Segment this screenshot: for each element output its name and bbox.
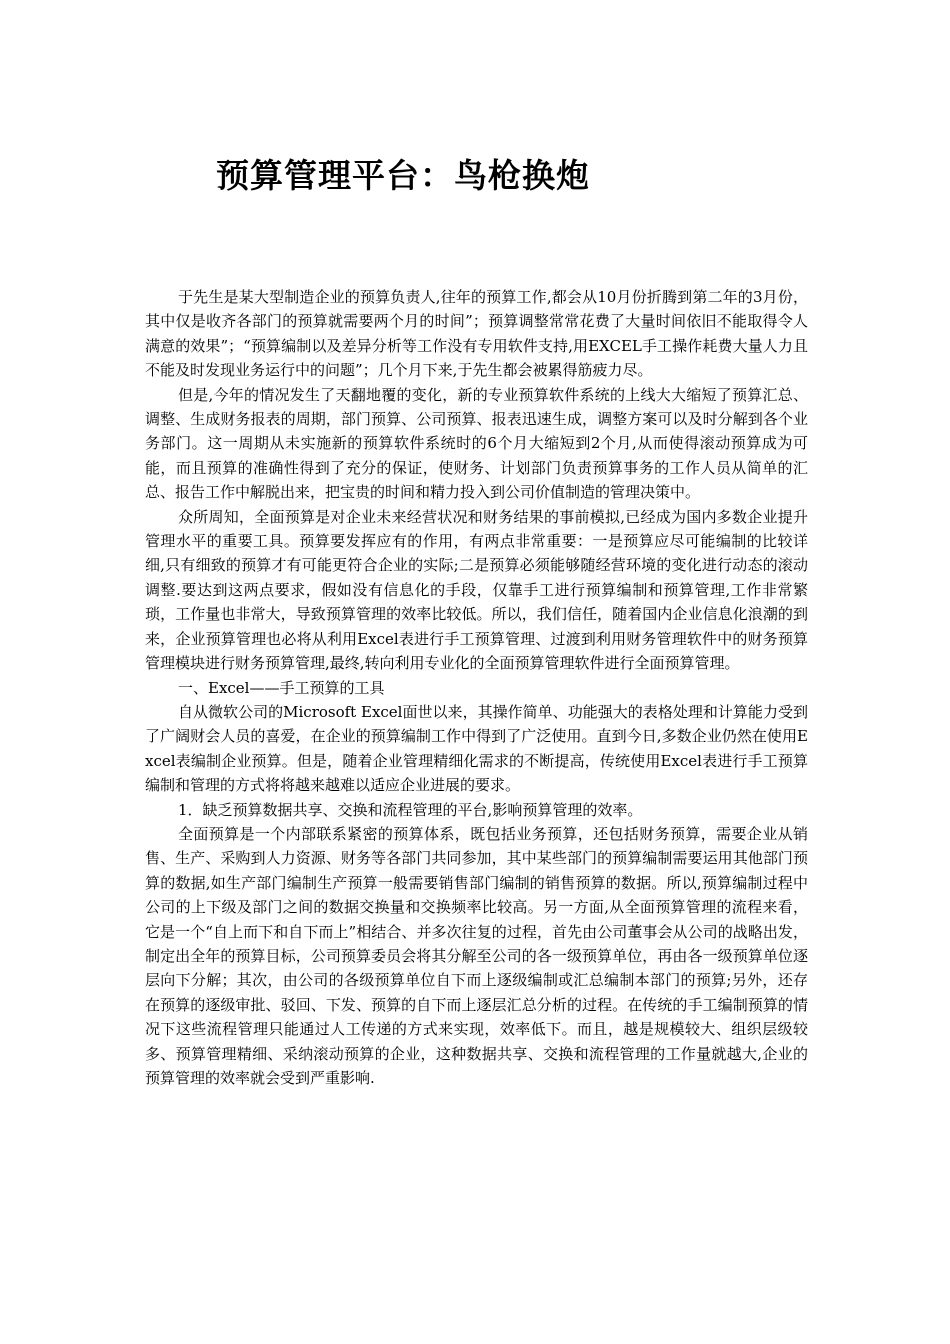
document-title: 预算管理平台：鸟枪换炮 — [216, 156, 590, 195]
paragraph-4: 自从微软公司的Microsoft Excel面世以来，其操作简单、功能强大的表格处理和计算能力受到了广阔财会人员的喜爱，在企业的预算编制工作中得到了广泛使用。直到今日,多数企业仍然在使用Excel表编制企业预算。但是，随着企业管理精细化需求的不断提高，传统使用Excel表进行手工预算编制和管理的方式将将越来越难以适应企业进展的要求。 — [145, 702, 808, 795]
subheading-1: 1．缺乏预算数据共享、交换和流程管理的平台,影响预算管理的效率。 — [178, 800, 643, 819]
paragraph-2: 但是,今年的情况发生了天翻地覆的变化，新的专业预算软件系统的上线大大缩短了预算汇总、调整、生成财务报表的周期，部门预算、公司预算、报表迅速生成，调整方案可以及时分解到各个业务部门。这一周期从未实施新的预算软件系统时的6个月大缩短到2个月,从而使得滚动预算成为可能，而且预算的准确性得到了充分的保证，使财务、计划部门负责预算事务的工作人员从简单的汇总、报告工作中解脱出来，把宝贵的时间和精力投入到公司价值制造的管理决策中。 — [145, 385, 808, 502]
section-heading-excel: 一、Excel——手工预算的工具 — [178, 678, 385, 697]
article-body — [145, 285, 808, 1090]
paragraph-3: 众所周知，全面预算是对企业未来经营状况和财务结果的事前模拟,已经成为国内多数企业提升管理水平的重要工具。预算要发挥应有的作用，有两点非常重要：一是预算应尽可能编制的比较详细,只有细致的预算才有可能更符合企业的实际;二是预算必须能够随经营环境的变化进行动态的滚动调整.要达到这两点要求，假如没有信息化的手段，仅靠手工进行预算编制和预算管理,工作非常繁琐，工作量也非常大，导致预算管理的效率比较低。所以，我们信任，随着国内企业信息化浪潮的到来，企业预算管理也必将从利用Excel表进行手工预算管理、过渡到利用财务管理软件中的财务预算管理模块进行财务预算管理,最终,转向利用专业化的全面预算管理软件进行全面预算管理。 — [145, 507, 808, 673]
paragraph-1: 于先生是某大型制造企业的预算负责人,往年的预算工作,都会从10月份折腾到第二年的3月份，其中仅是收齐各部门的预算就需要两个月的时间”；预算调整常常花费了大量时间依旧不能取得令人满意的效果”；“预算编制以及差异分析等工作没有专用软件支持,用EXCEL手工操作耗费大量人力且不能及时发现业务运行中的问题”；几个月下来,于先生都会被累得筋疲力尽。 — [145, 288, 808, 380]
paragraph-5: 全面预算是一个内部联系紧密的预算体系，既包括业务预算，还包括财务预算，需要企业从销售、生产、采购到人力资源、财务等各部门共同参加，其中某些部门的预算编制需要运用其他部门预算的数据,如生产部门编制生产预算一般需要销售部门编制的销售预算的数据。所以,预算编制过程中公司的上下级及部门之间的数据交换量和交换频率比较高。另一方面,从全面预算管理的流程来看，它是一个“自上而下和自下而上”相结合、并多次往复的过程，首先由公司董事会从公司的战略出发，制定出全年的预算目标，公司预算委员会将其分解至公司的各一级预算单位，再由各一级预算单位逐层向下分解；其次，由公司的各级预算单位自下而上逐级编制或汇总编制本部门的预算;另外，还存在预算的逐级审批、驳回、下发、预算的自下而上逐层汇总分析的过程。在传统的手工编制预算的情况下这些流程管理只能通过人工传递的方式来实现，效率低下。而且，越是规模较大、组织层级较多、预算管理精细、采纳滚动预算的企业，这种数据共享、交换和流程管理的工作量就越大,企业的预算管理的效率就会受到严重影响. — [145, 824, 808, 1087]
